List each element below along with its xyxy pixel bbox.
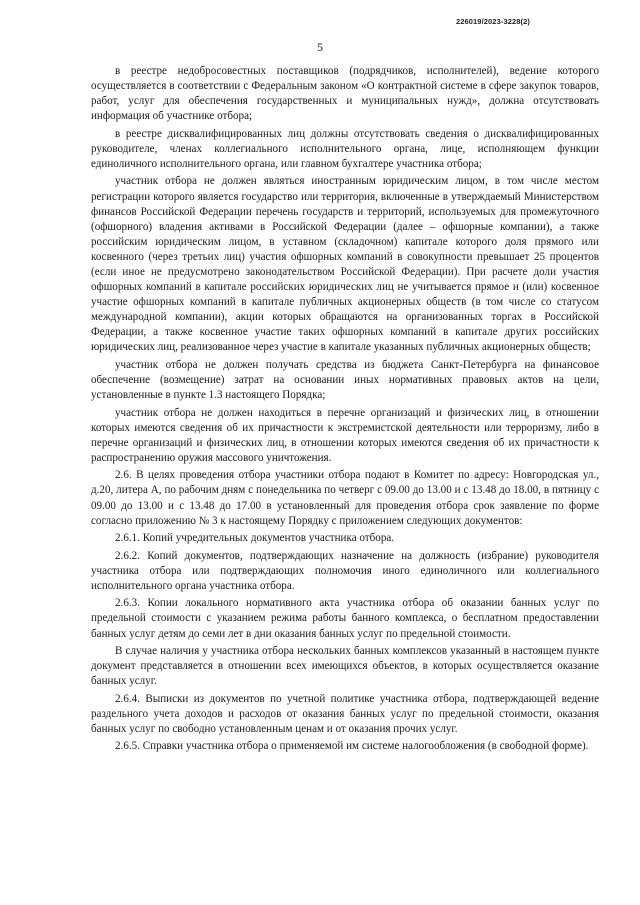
- paragraph-offshore-companies: участник отбора не должен являться иностранным юридическим лицом, в том числе местом регистрации которого является государство или территория, включенные в утверждаемый Министерством финансов Российской Федерации перечень государств и территорий, используемых для промежуточного (офшорного) владения активами в Российской Федерации (далее – офшорные компании), а также российским юридическим лицом, в уставном (складочном) капитале которого доля прямого или косвенного (через третьих лиц) участия офшорных компаний в совокупности превышает 25 процентов (если иное не предусмотрено законодательством Российской Федерации). При расчете доли участия офшорных компаний в капитале российских юридических лиц не учитывается прямое и (или) косвенное участие офшорных компаний в капитале публичных акционерных обществ (в том числе со статусом международной компании), акции которых обращаются на организованных торгах в Российской Федерации, а также косвенное участие таких офшорных компаний в капитале других российских юридических лиц, реализованное через участие в капитале указанных публичных акционерных обществ;: [91, 175, 599, 354]
- paragraph-budget-funds: участник отбора не должен получать средства из бюджета Санкт-Петербурга на финансовое обеспечение (возмещение) затрат на основании иных нормативных правовых актов на цели, установленные в пункте 1.3 настоящего Порядка;: [91, 358, 599, 402]
- document-registration-number: 226019/2023-3228(2): [455, 17, 530, 26]
- paragraph-2-6-4: 2.6.4. Выписки из документов по учетной политике участника отбора, подтверждающей ведение раздельного учета доходов и расходов от оказания банных услуг по предельной стоимости, оказания банных услуг по свободно установленным ценам и от оказания прочих услуг.: [91, 692, 599, 735]
- page-number: 5: [317, 40, 323, 54]
- paragraph-multiple-bath-complexes: В случае наличия у участника отбора нескольких банных комплексов указанный в настоящем пункте документ представляется в отношении всех имеющихся объектов, в которых осуществляется оказание банных услуг.: [91, 644, 599, 688]
- paragraph-2-6-application: 2.6. В целях проведения отбора участники отбора подают в Комитет по адресу: Новгородская ул., д.20, литера А, по рабочим дням с понедельника по четверг с 09.00 до 13.00 и с 13.48 до 18.00, в пятницу с 09.00 до 13.00 и с 13.48 до 17.00 в установленный для проведения отбора срок заявление по форме согласно приложению № 3 к настоящему Порядку с приложением следующих документов:: [91, 469, 599, 527]
- paragraph-2-6-5: 2.6.5. Справки участника отбора о применяемой им системе налогообложения (в свободной форме).: [115, 740, 589, 753]
- paragraph-extremism-list: участник отбора не должен находиться в перечне организаций и физических лиц, в отношении которых имеются сведения об их причастности к экстремистской деятельности или терроризму, либо в перечне организаций и физических лиц, в отношении которых имеются сведения об их причастности к распространению оружия массового уничтожения.: [91, 406, 599, 464]
- paragraph-2-6-1: 2.6.1. Копий учредительных документов участника отбора.: [115, 532, 395, 545]
- paragraph-disqualified-persons-registry: в реестре дисквалифицированных лиц должны отсутствовать сведения о дисквалифицированных руководителе, членах коллегиального исполнительного органа, лице, исполняющем функции единоличного исполнительного органа, или главном бухгалтере участника отбора;: [91, 127, 599, 170]
- paragraph-2-6-3: 2.6.3. Копии локального нормативного акта участника отбора об оказании банных услуг по предельной стоимости с указанием режима работы банного комплекса, о бесплатном предоставлении банных услуг детям до семи лет в дни оказания банных услуг по предельной стоимости.: [91, 597, 599, 640]
- paragraph-2-6-2: 2.6.2. Копий документов, подтверждающих назначение на должность (избрание) руководителя участника отбора или подтверждающих полномочия иного единоличного или коллегиального исполнительного органа участника отбора.: [91, 549, 599, 592]
- document-body: [91, 64, 599, 757]
- paragraph-unfair-suppliers-registry: в реестре недобросовестных поставщиков (подрядчиков, исполнителей), ведение которого осуществляется в соответствии с Федеральным законом «О контрактной системе в сфере закупок товаров, работ, услуг для обеспечения государственных и муниципальных нужд», должна отсутствовать информация об участнике отбора;: [91, 65, 599, 123]
